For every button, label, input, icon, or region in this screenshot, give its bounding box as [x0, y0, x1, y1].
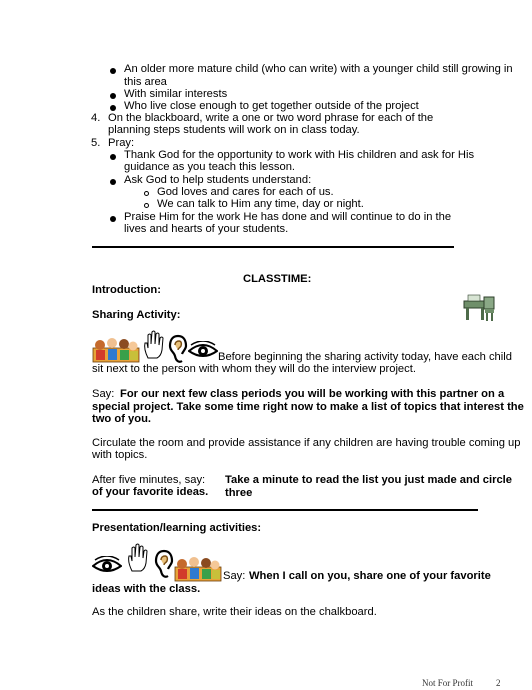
say-text: two of you.	[92, 413, 152, 425]
list-item: With similar interests	[124, 88, 228, 100]
children-group-icon	[174, 553, 222, 583]
section-divider	[92, 246, 454, 248]
footer-text: Not For Profit	[422, 678, 474, 688]
sub-bullet	[144, 191, 149, 196]
bullet-dot	[110, 93, 116, 99]
paragraph: After five minutes, say:	[92, 474, 206, 486]
bullet-dot	[110, 68, 116, 74]
eye-icon	[92, 556, 122, 576]
hand-icon	[142, 330, 166, 360]
list-item: this area	[124, 76, 167, 88]
page-number: 2	[496, 678, 501, 688]
sub-list-item: We can talk to Him any time, day or night.	[157, 198, 364, 210]
sub-list-item: God loves and cares for each of us.	[157, 186, 334, 198]
bullet-dot	[110, 105, 116, 111]
list-item: Ask God to help students understand:	[124, 174, 312, 186]
subheading-presentation: Presentation/learning activities:	[92, 522, 262, 534]
hand-icon	[126, 543, 150, 573]
list-number: 4.	[91, 112, 101, 124]
bullet-dot	[110, 179, 116, 185]
paragraph: with topics.	[92, 449, 148, 461]
subheading-sharing-activity: Sharing Activity:	[92, 309, 181, 321]
desk-icon	[462, 293, 496, 323]
say-label: Say:	[92, 388, 115, 400]
sub-bullet	[144, 203, 149, 208]
list-number: 5.	[91, 137, 101, 149]
list-item: On the blackboard, write a one or two word phrase for each of the	[108, 112, 434, 124]
say-text: When I call on you, share one of your favorite	[249, 570, 491, 582]
paragraph: Before beginning the sharing activity today, have each child	[218, 351, 512, 363]
list-item: Thank God for the opportunity to work with His children and ask for His	[124, 149, 475, 161]
section-divider	[92, 509, 478, 511]
list-item: An older more mature child (who can write) with a younger child still growing in	[124, 63, 513, 75]
paragraph: As the children share, write their ideas on the chalkboard.	[92, 606, 377, 618]
list-item: guidance as you teach this lesson.	[124, 161, 296, 173]
paragraph: sit next to the person with whom they will do the interview project.	[92, 363, 416, 375]
say-text: of your favorite ideas.	[92, 486, 209, 498]
section-heading: CLASSTIME:	[243, 273, 312, 285]
ear-icon	[168, 334, 188, 364]
say-text: For our next few class periods you will be working with this partner on a	[120, 388, 505, 400]
say-text: ideas with the class.	[92, 583, 201, 595]
ear-icon	[154, 549, 174, 579]
paragraph: Circulate the room and provide assistance if any children are having trouble coming up	[92, 437, 521, 449]
say-text: special project. Take some time right now to make a list of topics that interest the	[92, 401, 524, 413]
list-item: planning steps students will work on in class today.	[108, 124, 360, 136]
say-label: Say:	[223, 570, 246, 582]
children-group-icon	[92, 334, 140, 364]
eye-icon	[188, 341, 218, 361]
say-text: Take a minute to read the list you just made and circle three	[225, 474, 513, 499]
list-item: Pray:	[108, 137, 135, 149]
bullet-dot	[110, 154, 116, 160]
list-item: lives and hearts of your students.	[124, 223, 289, 235]
bullet-dot	[110, 216, 116, 222]
list-item: Praise Him for the work He has done and will continue to do in the	[124, 211, 452, 223]
list-item: Who live close enough to get together outside of the project	[124, 100, 419, 112]
subheading-introduction: Introduction:	[92, 284, 161, 296]
